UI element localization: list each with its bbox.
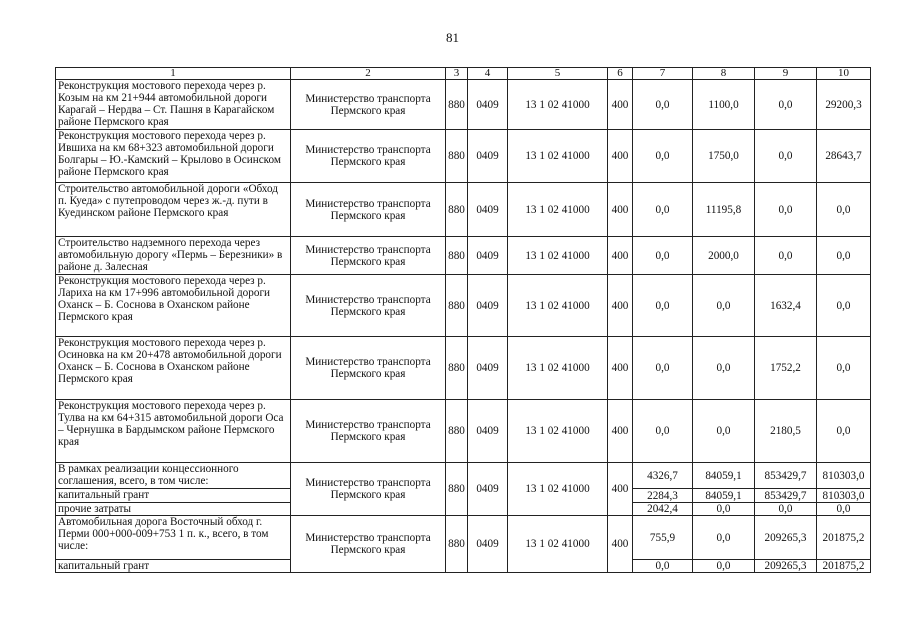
code-vedomstvo: 880 [446,183,468,237]
amount-col9: 853429,7 [755,489,817,503]
code-vedomstvo: 880 [446,463,468,516]
code-target: 13 1 02 41000 [508,80,608,130]
amount-col7: 0,0 [633,237,693,275]
object-name: капитальный грант [56,560,291,573]
code-section: 0409 [468,80,508,130]
code-vedomstvo: 880 [446,237,468,275]
code-expense: 400 [608,337,633,400]
amount-col8: 0,0 [693,400,755,463]
amount-col8: 0,0 [693,560,755,573]
header-cell: 7 [633,68,693,80]
amount-col9: 209265,3 [755,560,817,573]
amount-col8: 11195,8 [693,183,755,237]
amount-col8: 0,0 [693,337,755,400]
code-vedomstvo: 880 [446,275,468,337]
amount-col8: 0,0 [693,516,755,560]
amount-col10: 0,0 [817,337,871,400]
object-name: прочие затраты [56,503,291,516]
amount-col8: 1750,0 [693,130,755,183]
ministry: Министерство транспорта Пермского края [291,80,446,130]
header-cell: 6 [608,68,633,80]
code-section: 0409 [468,237,508,275]
code-expense: 400 [608,237,633,275]
table-row [56,130,871,183]
code-vedomstvo: 880 [446,400,468,463]
amount-col9: 1632,4 [755,275,817,337]
amount-col10: 201875,2 [817,516,871,560]
amount-col10: 201875,2 [817,560,871,573]
code-target: 13 1 02 41000 [508,275,608,337]
object-name: Реконструкция мостового перехода через р. Тулва на км 64+315 автомобильной дороги Оса – Чернушка в Бардымском районе Пермского края [56,400,291,463]
code-expense: 400 [608,275,633,337]
amount-col7: 0,0 [633,337,693,400]
object-name: Автомобильная дорога Восточный обход г. Перми 000+000-009+753 1 п. к., всего, в том числе: [56,516,291,560]
amount-col7: 755,9 [633,516,693,560]
code-section: 0409 [468,400,508,463]
amount-col9: 853429,7 [755,463,817,489]
header-cell: 4 [468,68,508,80]
code-target: 13 1 02 41000 [508,400,608,463]
code-expense: 400 [608,130,633,183]
code-section: 0409 [468,183,508,237]
amount-col10: 810303,0 [817,463,871,489]
ministry: Министерство транспорта Пермского края [291,183,446,237]
ministry: Министерство транспорта Пермского края [291,337,446,400]
header-cell: 9 [755,68,817,80]
table-row [56,400,871,463]
amount-col10: 28643,7 [817,130,871,183]
code-section: 0409 [468,516,508,573]
amount-col10: 0,0 [817,503,871,516]
table-row [56,275,871,337]
amount-col9: 0,0 [755,130,817,183]
code-vedomstvo: 880 [446,130,468,183]
amount-col8: 1100,0 [693,80,755,130]
header-cell: 8 [693,68,755,80]
code-section: 0409 [468,463,508,516]
budget-table [55,67,871,573]
amount-col8: 84059,1 [693,489,755,503]
amount-col8: 2000,0 [693,237,755,275]
header-row [56,68,871,80]
header-cell: 5 [508,68,608,80]
ministry: Министерство транспорта Пермского края [291,130,446,183]
amount-col10: 0,0 [817,237,871,275]
code-section: 0409 [468,130,508,183]
table-row [56,463,871,489]
code-vedomstvo: 880 [446,80,468,130]
code-expense: 400 [608,400,633,463]
object-name: капитальный грант [56,489,291,503]
amount-col10: 29200,3 [817,80,871,130]
amount-col10: 0,0 [817,400,871,463]
amount-col7: 0,0 [633,183,693,237]
amount-col10: 810303,0 [817,489,871,503]
amount-col8: 0,0 [693,275,755,337]
code-expense: 400 [608,516,633,573]
page-number: 81 [446,30,459,45]
ministry: Министерство транспорта Пермского края [291,463,446,516]
header-cell: 3 [446,68,468,80]
object-name: Реконструкция мостового перехода через р. Козым на км 21+944 автомобильной дороги Карагай – Нердва – Ст. Пашня в Карагайском районе Пермского края [56,80,291,130]
amount-col9: 0,0 [755,503,817,516]
object-name: Реконструкция мостового перехода через р. Лариха на км 17+996 автомобильной дороги Оханск – Б. Соснова в Оханском районе Пермского края [56,275,291,337]
object-name: В рамках реализации концессионного соглашения, всего, в том числе: [56,463,291,489]
code-target: 13 1 02 41000 [508,183,608,237]
amount-col7: 0,0 [633,400,693,463]
amount-col7: 0,0 [633,80,693,130]
code-target: 13 1 02 41000 [508,516,608,573]
code-target: 13 1 02 41000 [508,130,608,183]
amount-col9: 2180,5 [755,400,817,463]
amount-col7: 0,0 [633,130,693,183]
amount-col7: 2042,4 [633,503,693,516]
ministry: Министерство транспорта Пермского края [291,400,446,463]
ministry: Министерство транспорта Пермского края [291,275,446,337]
ministry: Министерство транспорта Пермского края [291,516,446,573]
amount-col10: 0,0 [817,275,871,337]
code-expense: 400 [608,80,633,130]
code-section: 0409 [468,337,508,400]
header-cell: 10 [817,68,871,80]
amount-col7: 0,0 [633,275,693,337]
amount-col9: 0,0 [755,183,817,237]
object-name: Реконструкция мостового перехода через р. Осиновка на км 20+478 автомобильной дороги Оханск – Б. Соснова в Оханском районе Пермского края [56,337,291,400]
amount-col8: 0,0 [693,503,755,516]
amount-col7: 0,0 [633,560,693,573]
amount-col9: 1752,2 [755,337,817,400]
code-target: 13 1 02 41000 [508,337,608,400]
amount-col7: 2284,3 [633,489,693,503]
amount-col8: 84059,1 [693,463,755,489]
table-row [56,237,871,275]
amount-col7: 4326,7 [633,463,693,489]
object-name: Строительство автомобильной дороги «Обход п. Куеда» с путепроводом через ж.-д. пути в Куединском районе Пермского края [56,183,291,237]
amount-col9: 0,0 [755,80,817,130]
amount-col9: 0,0 [755,237,817,275]
code-expense: 400 [608,463,633,516]
table-row [56,516,871,560]
code-target: 13 1 02 41000 [508,463,608,516]
header-cell: 2 [291,68,446,80]
object-name: Реконструкция мостового перехода через р. Ившиха на км 68+323 автомобильной дороги Болгары – Ю.-Камский – Крылово в Осинском районе Пермского края [56,130,291,183]
table-row [56,183,871,237]
table-row [56,337,871,400]
amount-col10: 0,0 [817,183,871,237]
table-row [56,80,871,130]
code-target: 13 1 02 41000 [508,237,608,275]
object-name: Строительство надземного перехода через автомобильную дорогу «Пермь – Березники» в районе д. Залесная [56,237,291,275]
code-vedomstvo: 880 [446,337,468,400]
header-cell: 1 [56,68,291,80]
code-section: 0409 [468,275,508,337]
code-expense: 400 [608,183,633,237]
ministry: Министерство транспорта Пермского края [291,237,446,275]
amount-col9: 209265,3 [755,516,817,560]
code-vedomstvo: 880 [446,516,468,573]
